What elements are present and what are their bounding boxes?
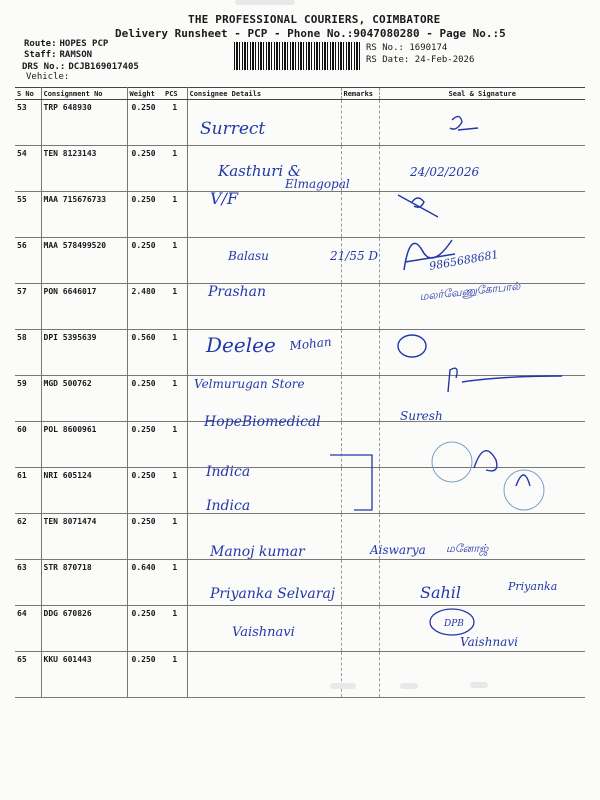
row-pcs: 1 — [163, 560, 187, 606]
row-weight: 0.560 — [127, 330, 163, 376]
route-line — [24, 39, 108, 49]
scan-smudge — [470, 682, 488, 688]
table-row — [15, 192, 585, 238]
row-seal — [379, 376, 585, 422]
row-seal — [379, 560, 585, 606]
handwriting-r57b: 9865688681 — [428, 247, 500, 273]
row-remarks — [341, 146, 379, 192]
runsheet-title: Delivery Runsheet - PCP - Phone No.:9047080280 - Page No.:5 — [115, 27, 506, 40]
row-weight: 0.250 — [127, 376, 163, 422]
vehicle-label: Vehicle: — [26, 72, 70, 82]
row-sno: 57 — [15, 284, 41, 330]
handwriting-r61: Indica — [206, 464, 251, 480]
row-sno: 63 — [15, 560, 41, 606]
row-sno: 58 — [15, 330, 41, 376]
table-row — [15, 422, 585, 468]
row-seal — [379, 652, 585, 698]
handwriting-r60: HopeBiomedical — [204, 414, 321, 430]
row-pcs: 1 — [163, 100, 187, 146]
row-weight: 2.480 — [127, 284, 163, 330]
row-weight: 0.250 — [127, 422, 163, 468]
staff-label: Staff: — [24, 50, 57, 60]
staff-line — [24, 50, 92, 60]
row-sno: 59 — [15, 376, 41, 422]
row-remarks — [341, 330, 379, 376]
rs-no-label: RS No.: — [366, 43, 404, 53]
row-sno: 55 — [15, 192, 41, 238]
row-weight: 0.250 — [127, 514, 163, 560]
row-consignment: STR 870718 — [41, 560, 127, 606]
row-consignee — [187, 514, 341, 560]
handwriting-r65b: Vaishnavi — [460, 635, 518, 649]
row-consignment: PON 6646017 — [41, 284, 127, 330]
handwriting-r54-sign: 24/02/2026 — [410, 165, 480, 179]
row-weight: 0.250 — [127, 100, 163, 146]
row-consignee — [187, 284, 341, 330]
row-pcs: 1 — [163, 192, 187, 238]
scan-smudge — [330, 683, 356, 689]
row-weight: 0.250 — [127, 606, 163, 652]
handwriting-r58a: Deelee — [206, 333, 276, 357]
row-consignee — [187, 652, 341, 698]
row-weight: 0.640 — [127, 560, 163, 606]
row-consignment: TEN 8071474 — [41, 514, 127, 560]
rs-no-value: 1690174 — [409, 43, 448, 53]
table-row — [15, 468, 585, 514]
row-sno: 62 — [15, 514, 41, 560]
row-seal — [379, 238, 585, 284]
table-row — [15, 652, 585, 698]
table-row — [15, 514, 585, 560]
handwriting-r54b: V/F — [210, 189, 239, 208]
row-consignee — [187, 606, 341, 652]
handwriting-r64a: Priyanka Selvaraj — [210, 586, 336, 602]
row-sno: 60 — [15, 422, 41, 468]
table-row — [15, 376, 585, 422]
table-row — [15, 606, 585, 652]
row-consignment: MAA 578499520 — [41, 238, 127, 284]
row-pcs: 1 — [163, 330, 187, 376]
table-row — [15, 146, 585, 192]
row-seal — [379, 192, 585, 238]
vehicle-line — [26, 72, 72, 82]
col-header-pcs: PCS — [163, 88, 187, 100]
col-header-consignment: Consignment No — [41, 88, 127, 100]
drs-value: DCJB169017405 — [68, 62, 139, 72]
row-pcs: 1 — [163, 652, 187, 698]
row-weight: 0.250 — [127, 652, 163, 698]
row-consignment: TEN 8123143 — [41, 146, 127, 192]
row-consignment: POL 8600961 — [41, 422, 127, 468]
row-consignee — [187, 192, 341, 238]
row-weight: 0.250 — [127, 192, 163, 238]
route-value: HOPES PCP — [59, 39, 109, 49]
handwriting-r65a: Vaishnavi — [232, 625, 295, 640]
row-pcs: 1 — [163, 422, 187, 468]
handwriting-r63a: Manoj kumar — [210, 544, 305, 560]
staff-value: RAMSON — [59, 50, 93, 60]
route-label: Route: — [24, 39, 57, 49]
col-header-seal: Seal & Signature — [379, 88, 585, 100]
row-pcs: 1 — [163, 376, 187, 422]
rs-date-value: 24-Feb-2026 — [414, 55, 475, 65]
row-consignment: NRI 605124 — [41, 468, 127, 514]
handwriting-stamp: DPB — [444, 619, 464, 629]
row-sno: 61 — [15, 468, 41, 514]
row-consignee — [187, 560, 341, 606]
handwriting-r58b: Mohan — [288, 334, 333, 353]
handwriting-r54a: Kasthuri & — [218, 162, 302, 180]
row-pcs: 1 — [163, 606, 187, 652]
row-sno: 65 — [15, 652, 41, 698]
row-sno: 53 — [15, 100, 41, 146]
row-remarks — [341, 468, 379, 514]
row-consignee — [187, 146, 341, 192]
row-seal — [379, 606, 585, 652]
row-consignment: MAA 715676733 — [41, 192, 127, 238]
row-consignment: KKU 601443 — [41, 652, 127, 698]
handwriting-r64c: Priyanka — [508, 580, 558, 593]
row-pcs: 1 — [163, 238, 187, 284]
row-sno: 64 — [15, 606, 41, 652]
handwriting-r60b: Suresh — [400, 409, 443, 423]
row-pcs: 1 — [163, 514, 187, 560]
col-header-consignee: Consignee Details — [187, 88, 341, 100]
table-header-row — [15, 88, 585, 100]
row-consignee — [187, 238, 341, 284]
col-header-remarks: Remarks — [341, 88, 379, 100]
handwriting-r64b: Sahil — [420, 583, 462, 602]
rs-date-line — [366, 55, 474, 65]
handwriting-r63c: மனோஜ் — [446, 542, 489, 555]
handwriting-r62: Indica — [206, 498, 251, 514]
row-pcs: 1 — [163, 146, 187, 192]
row-remarks — [341, 514, 379, 560]
table-row — [15, 100, 585, 146]
row-sno: 56 — [15, 238, 41, 284]
rs-no-line — [366, 43, 447, 53]
row-remarks — [341, 560, 379, 606]
row-consignee — [187, 468, 341, 514]
row-weight: 0.250 — [127, 146, 163, 192]
scan-smudge — [400, 683, 418, 689]
row-seal — [379, 284, 585, 330]
handwriting-r56a: Balasu — [228, 249, 269, 263]
row-remarks — [341, 376, 379, 422]
row-remarks — [341, 192, 379, 238]
row-remarks — [341, 652, 379, 698]
drs-label: DRS No.: — [22, 62, 66, 72]
table-row — [15, 238, 585, 284]
row-seal — [379, 422, 585, 468]
row-consignee — [187, 376, 341, 422]
row-consignment: MGD 500762 — [41, 376, 127, 422]
row-remarks — [341, 100, 379, 146]
scan-smudge — [235, 0, 295, 5]
row-consignee — [187, 330, 341, 376]
table-row — [15, 284, 585, 330]
row-seal — [379, 146, 585, 192]
runsheet-table — [15, 87, 585, 698]
row-weight: 0.250 — [127, 238, 163, 284]
table-row — [15, 560, 585, 606]
row-pcs: 1 — [163, 284, 187, 330]
row-consignment: TRP 648930 — [41, 100, 127, 146]
handwriting-r63b: Aiswarya — [370, 543, 426, 557]
handwriting-r56b: 21/55 D — [330, 249, 379, 263]
table-row — [15, 330, 585, 376]
handwriting-r57c: மலர்வேணுகோபால் — [418, 279, 521, 303]
handwriting-r59: Velmurugan Store — [194, 377, 305, 391]
row-pcs: 1 — [163, 468, 187, 514]
row-remarks — [341, 606, 379, 652]
handwriting-r53: Surrect — [200, 119, 266, 139]
row-consignee — [187, 422, 341, 468]
row-remarks — [341, 238, 379, 284]
row-consignment: DPI 5395639 — [41, 330, 127, 376]
rs-date-label: RS Date: — [366, 55, 410, 65]
row-seal — [379, 100, 585, 146]
col-header-weight: Weight — [127, 88, 163, 100]
company-title: THE PROFESSIONAL COURIERS, COIMBATORE — [188, 13, 441, 26]
row-sno: 54 — [15, 146, 41, 192]
row-remarks — [341, 422, 379, 468]
row-consignment: DDG 670826 — [41, 606, 127, 652]
barcode — [234, 42, 362, 70]
handwriting-r54c: Elmagopal — [285, 177, 350, 191]
row-seal — [379, 330, 585, 376]
col-header-sno: S No — [15, 88, 41, 100]
row-seal — [379, 468, 585, 514]
row-weight: 0.250 — [127, 468, 163, 514]
row-remarks — [341, 284, 379, 330]
drs-line — [22, 62, 139, 72]
handwriting-r57a: Prashan — [208, 284, 267, 300]
row-consignee — [187, 100, 341, 146]
row-seal — [379, 514, 585, 560]
